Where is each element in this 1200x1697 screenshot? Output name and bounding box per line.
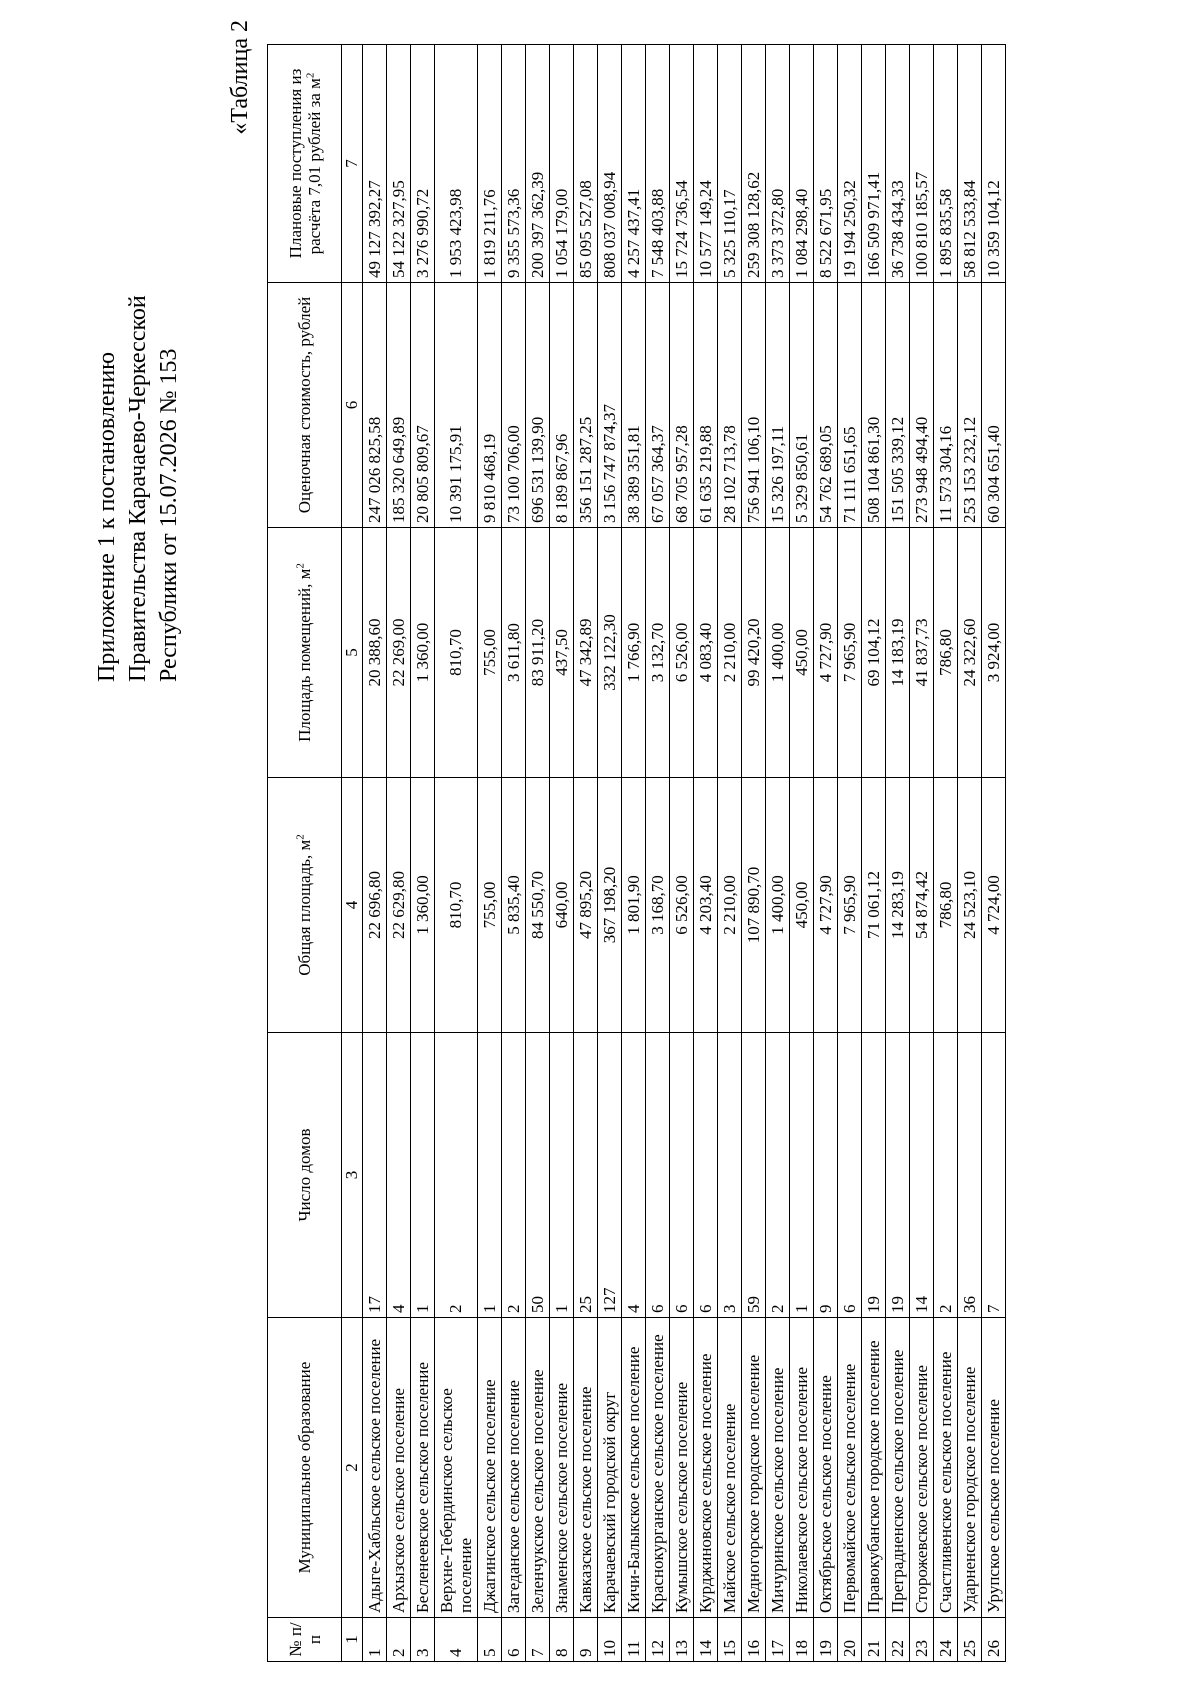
houses-count: 25 <box>574 1033 598 1318</box>
houses-count: 2 <box>435 1033 478 1318</box>
municipality-name: Октябрьское сельское поселение <box>814 1318 838 1618</box>
row-number: 12 <box>646 1618 670 1662</box>
houses-count: 59 <box>742 1033 766 1318</box>
total-area: 4 727,90 <box>814 778 838 1033</box>
row-number: 14 <box>694 1618 718 1662</box>
column-number: 4 <box>342 778 363 1033</box>
houses-count: 1 <box>550 1033 574 1318</box>
total-area: 1 801,90 <box>622 778 646 1033</box>
planned-revenue: 1 953 423,98 <box>435 45 478 283</box>
planned-revenue: 8 522 671,95 <box>814 45 838 283</box>
municipality-name: Верхне-Тебердинское сельское поселение <box>435 1318 478 1618</box>
municipality-name: Правокубанское городское поселение <box>862 1318 886 1618</box>
estimated-value: 54 762 689,05 <box>814 283 838 528</box>
planned-revenue: 49 127 392,27 <box>363 45 387 283</box>
municipality-name: Первомайское сельское поселение <box>838 1318 862 1618</box>
room-area: 99 420,20 <box>742 528 766 778</box>
room-area: 3 924,00 <box>982 528 1006 778</box>
planned-revenue: 1 819 211,76 <box>478 45 502 283</box>
municipality-name: Кичи-Балыкское сельское поселение <box>622 1318 646 1618</box>
col-header-plan-text: Плановые поступления из расчёта 7,01 рублей за м <box>285 68 324 259</box>
planned-revenue: 7 548 403,88 <box>646 45 670 283</box>
total-area: 5 835,40 <box>502 778 526 1033</box>
municipality-name: Краснокурганское сельское поселение <box>646 1318 670 1618</box>
houses-count: 1 <box>411 1033 435 1318</box>
header-row <box>268 45 342 1662</box>
table-row <box>838 45 862 1662</box>
row-number: 8 <box>550 1618 574 1662</box>
planned-revenue: 9 355 573,36 <box>502 45 526 283</box>
column-number: 5 <box>342 528 363 778</box>
estimated-value: 8 189 867,96 <box>550 283 574 528</box>
planned-revenue: 5 325 110,17 <box>718 45 742 283</box>
total-area: 1 400,00 <box>766 778 790 1033</box>
column-number-row <box>342 45 363 1662</box>
row-number: 18 <box>790 1618 814 1662</box>
room-area: 1 360,00 <box>411 528 435 778</box>
total-area: 4 724,00 <box>982 778 1006 1033</box>
estimated-value: 696 531 139,90 <box>526 283 550 528</box>
total-area: 54 874,42 <box>910 778 934 1033</box>
row-number: 19 <box>814 1618 838 1662</box>
houses-count: 4 <box>387 1033 411 1318</box>
estimated-value: 5 329 850,61 <box>790 283 814 528</box>
row-number: 9 <box>574 1618 598 1662</box>
room-area: 450,00 <box>790 528 814 778</box>
room-area: 332 122,30 <box>598 528 622 778</box>
header-line-3: Республики от 15.07.2026 № 153 <box>156 348 182 682</box>
municipality-name: Медногорское городское поселение <box>742 1318 766 1618</box>
room-area: 755,00 <box>478 528 502 778</box>
planned-revenue: 85 095 527,08 <box>574 45 598 283</box>
column-number: 1 <box>342 1618 363 1662</box>
planned-revenue: 36 738 434,33 <box>886 45 910 283</box>
estimated-value: 151 505 339,12 <box>886 283 910 528</box>
data-table <box>267 44 1006 1662</box>
houses-count: 6 <box>838 1033 862 1318</box>
houses-count: 2 <box>766 1033 790 1318</box>
table-row <box>862 45 886 1662</box>
houses-count: 3 <box>718 1033 742 1318</box>
row-number: 5 <box>478 1618 502 1662</box>
estimated-value: 67 057 364,37 <box>646 283 670 528</box>
document-header <box>92 42 185 682</box>
estimated-value: 20 805 809,67 <box>411 283 435 528</box>
row-number: 22 <box>886 1618 910 1662</box>
table-row <box>435 45 478 1662</box>
row-number: 26 <box>982 1618 1006 1662</box>
planned-revenue: 1 895 835,58 <box>934 45 958 283</box>
room-area: 20 388,60 <box>363 528 387 778</box>
table-row <box>886 45 910 1662</box>
municipality-name: Николаевское сельское поселение <box>790 1318 814 1618</box>
estimated-value: 9 810 468,19 <box>478 283 502 528</box>
table-row <box>478 45 502 1662</box>
planned-revenue: 58 812 533,84 <box>958 45 982 283</box>
municipality-name: Зеленчукское сельское поселение <box>526 1318 550 1618</box>
municipality-name: Карачаевский городской округ <box>598 1318 622 1618</box>
room-area: 41 837,73 <box>910 528 934 778</box>
planned-revenue: 100 810 185,57 <box>910 45 934 283</box>
room-area: 6 526,00 <box>670 528 694 778</box>
room-area: 14 183,19 <box>886 528 910 778</box>
col-header-value: Оценочная стоимость, рублей <box>268 283 342 528</box>
municipality-name: Сторожевское сельское поселение <box>910 1318 934 1618</box>
column-number: 6 <box>342 283 363 528</box>
table-row <box>526 45 550 1662</box>
row-number: 6 <box>502 1618 526 1662</box>
municipality-name: Кумышское сельское поселение <box>670 1318 694 1618</box>
estimated-value: 60 304 651,40 <box>982 283 1006 528</box>
planned-revenue: 10 359 104,12 <box>982 45 1006 283</box>
estimated-value: 3 156 747 874,37 <box>598 283 622 528</box>
row-number: 23 <box>910 1618 934 1662</box>
municipality-name: Загеданское сельское поселение <box>502 1318 526 1618</box>
total-area: 4 203,40 <box>694 778 718 1033</box>
total-area: 640,00 <box>550 778 574 1033</box>
room-area: 69 104,12 <box>862 528 886 778</box>
houses-count: 19 <box>862 1033 886 1318</box>
row-number: 16 <box>742 1618 766 1662</box>
table-row <box>411 45 435 1662</box>
estimated-value: 68 705 957,28 <box>670 283 694 528</box>
room-area: 83 911,20 <box>526 528 550 778</box>
total-area: 84 550,70 <box>526 778 550 1033</box>
houses-count: 1 <box>790 1033 814 1318</box>
col-header-municipality: Муниципальное образование <box>268 1318 342 1618</box>
table-row <box>598 45 622 1662</box>
table-row <box>550 45 574 1662</box>
estimated-value: 273 948 494,40 <box>910 283 934 528</box>
planned-revenue: 1 084 298,40 <box>790 45 814 283</box>
superscript: 2 <box>303 72 316 79</box>
row-number: 10 <box>598 1618 622 1662</box>
houses-count: 6 <box>694 1033 718 1318</box>
total-area: 71 061,12 <box>862 778 886 1033</box>
estimated-value: 253 153 232,12 <box>958 283 982 528</box>
houses-count: 127 <box>598 1033 622 1318</box>
room-area: 3 611,80 <box>502 528 526 778</box>
room-area: 3 132,70 <box>646 528 670 778</box>
row-number: 13 <box>670 1618 694 1662</box>
col-header-room-area-text: Площадь помещений, м <box>295 568 314 742</box>
row-number: 2 <box>387 1618 411 1662</box>
estimated-value: 15 326 197,11 <box>766 283 790 528</box>
municipality-name: Знаменское сельское поселение <box>550 1318 574 1618</box>
table-row <box>910 45 934 1662</box>
planned-revenue: 259 308 128,62 <box>742 45 766 283</box>
table-row <box>646 45 670 1662</box>
planned-revenue: 1 054 179,00 <box>550 45 574 283</box>
planned-revenue: 166 509 971,41 <box>862 45 886 283</box>
room-area: 22 269,00 <box>387 528 411 778</box>
planned-revenue: 3 373 372,80 <box>766 45 790 283</box>
estimated-value: 28 102 713,78 <box>718 283 742 528</box>
houses-count: 6 <box>670 1033 694 1318</box>
total-area: 22 696,80 <box>363 778 387 1033</box>
total-area: 810,70 <box>435 778 478 1033</box>
header-line-2: Правительства Карачаево-Черкесской <box>125 295 151 682</box>
estimated-value: 10 391 175,91 <box>435 283 478 528</box>
superscript: 2 <box>294 834 307 840</box>
total-area: 14 283,19 <box>886 778 910 1033</box>
room-area: 2 210,00 <box>718 528 742 778</box>
table-row <box>622 45 646 1662</box>
col-header-houses: Число домов <box>268 1033 342 1318</box>
table-row <box>574 45 598 1662</box>
superscript: 2 <box>294 563 307 569</box>
total-area: 755,00 <box>478 778 502 1033</box>
room-area: 1 400,00 <box>766 528 790 778</box>
houses-count: 6 <box>646 1033 670 1318</box>
row-number: 20 <box>838 1618 862 1662</box>
houses-count: 9 <box>814 1033 838 1318</box>
planned-revenue: 3 276 990,72 <box>411 45 435 283</box>
municipality-name: Бесленеевское сельское поселение <box>411 1318 435 1618</box>
room-area: 47 342,89 <box>574 528 598 778</box>
table-row <box>694 45 718 1662</box>
table-row <box>958 45 982 1662</box>
room-area: 4 083,40 <box>694 528 718 778</box>
total-area: 6 526,00 <box>670 778 694 1033</box>
municipality-name: Курджиновское сельское поселение <box>694 1318 718 1618</box>
room-area: 24 322,60 <box>958 528 982 778</box>
row-number: 3 <box>411 1618 435 1662</box>
table-row <box>363 45 387 1662</box>
table-row <box>742 45 766 1662</box>
estimated-value: 247 026 825,58 <box>363 283 387 528</box>
houses-count: 7 <box>982 1033 1006 1318</box>
municipality-name: Мичуринское сельское поселение <box>766 1318 790 1618</box>
room-area: 810,70 <box>435 528 478 778</box>
table-row <box>670 45 694 1662</box>
room-area: 7 965,90 <box>838 528 862 778</box>
total-area: 107 890,70 <box>742 778 766 1033</box>
room-area: 4 727,90 <box>814 528 838 778</box>
row-number: 17 <box>766 1618 790 1662</box>
room-area: 1 766,90 <box>622 528 646 778</box>
houses-count: 14 <box>910 1033 934 1318</box>
municipality-name: Кавказское сельское поселение <box>574 1318 598 1618</box>
header-line-1: Приложение 1 к постановлению <box>94 351 120 682</box>
houses-count: 50 <box>526 1033 550 1318</box>
estimated-value: 11 573 304,16 <box>934 283 958 528</box>
houses-count: 2 <box>502 1033 526 1318</box>
houses-count: 36 <box>958 1033 982 1318</box>
table-row <box>982 45 1006 1662</box>
table-row <box>790 45 814 1662</box>
total-area: 24 523,10 <box>958 778 982 1033</box>
row-number: 11 <box>622 1618 646 1662</box>
estimated-value: 73 100 706,00 <box>502 283 526 528</box>
planned-revenue: 808 037 008,94 <box>598 45 622 283</box>
row-number: 1 <box>363 1618 387 1662</box>
table-row <box>387 45 411 1662</box>
room-area: 786,80 <box>934 528 958 778</box>
table-row <box>934 45 958 1662</box>
row-number: 21 <box>862 1618 886 1662</box>
table-row <box>718 45 742 1662</box>
row-number: 25 <box>958 1618 982 1662</box>
total-area: 1 360,00 <box>411 778 435 1033</box>
planned-revenue: 54 122 327,95 <box>387 45 411 283</box>
table-row <box>814 45 838 1662</box>
estimated-value: 71 111 651,65 <box>838 283 862 528</box>
column-number: 7 <box>342 45 363 283</box>
col-header-total-area <box>268 778 342 1033</box>
col-header-room-area <box>268 528 342 778</box>
planned-revenue: 19 194 250,32 <box>838 45 862 283</box>
table-caption: «Таблица 2 <box>227 20 253 135</box>
total-area: 367 198,20 <box>598 778 622 1033</box>
estimated-value: 38 389 351,81 <box>622 283 646 528</box>
planned-revenue: 10 577 149,24 <box>694 45 718 283</box>
total-area: 7 965,90 <box>838 778 862 1033</box>
planned-revenue: 15 724 736,54 <box>670 45 694 283</box>
total-area: 2 210,00 <box>718 778 742 1033</box>
row-number: 4 <box>435 1618 478 1662</box>
total-area: 22 629,80 <box>387 778 411 1033</box>
houses-count: 4 <box>622 1033 646 1318</box>
table-row <box>766 45 790 1662</box>
estimated-value: 185 320 649,89 <box>387 283 411 528</box>
municipality-name: Адыге-Хабльское сельское поселение <box>363 1318 387 1618</box>
row-number: 7 <box>526 1618 550 1662</box>
row-number: 24 <box>934 1618 958 1662</box>
municipality-name: Счастливенское сельское поселение <box>934 1318 958 1618</box>
estimated-value: 356 151 287,25 <box>574 283 598 528</box>
municipality-name: Майское сельское поселение <box>718 1318 742 1618</box>
municipality-name: Преградненское сельское поселение <box>886 1318 910 1618</box>
planned-revenue: 4 257 437,41 <box>622 45 646 283</box>
col-header-number: № п/п <box>268 1618 342 1662</box>
houses-count: 19 <box>886 1033 910 1318</box>
houses-count: 17 <box>363 1033 387 1318</box>
houses-count: 1 <box>478 1033 502 1318</box>
table-body <box>342 45 1006 1662</box>
estimated-value: 61 635 219,88 <box>694 283 718 528</box>
col-header-plan <box>268 45 342 283</box>
table-row <box>502 45 526 1662</box>
municipality-name: Урупское сельское поселение <box>982 1318 1006 1618</box>
houses-count: 2 <box>934 1033 958 1318</box>
municipality-name: Архызское сельское поселение <box>387 1318 411 1618</box>
total-area: 3 168,70 <box>646 778 670 1033</box>
row-number: 15 <box>718 1618 742 1662</box>
municipality-name: Джагинское сельское поселение <box>478 1318 502 1618</box>
column-number: 2 <box>342 1318 363 1618</box>
planned-revenue: 200 397 362,39 <box>526 45 550 283</box>
col-header-total-area-text: Общая площадь, м <box>295 839 314 976</box>
total-area: 786,80 <box>934 778 958 1033</box>
estimated-value: 508 104 861,30 <box>862 283 886 528</box>
total-area: 47 895,20 <box>574 778 598 1033</box>
room-area: 437,50 <box>550 528 574 778</box>
municipality-name: Ударненское городское поселение <box>958 1318 982 1618</box>
total-area: 450,00 <box>790 778 814 1033</box>
estimated-value: 756 941 106,10 <box>742 283 766 528</box>
column-number: 3 <box>342 1033 363 1318</box>
